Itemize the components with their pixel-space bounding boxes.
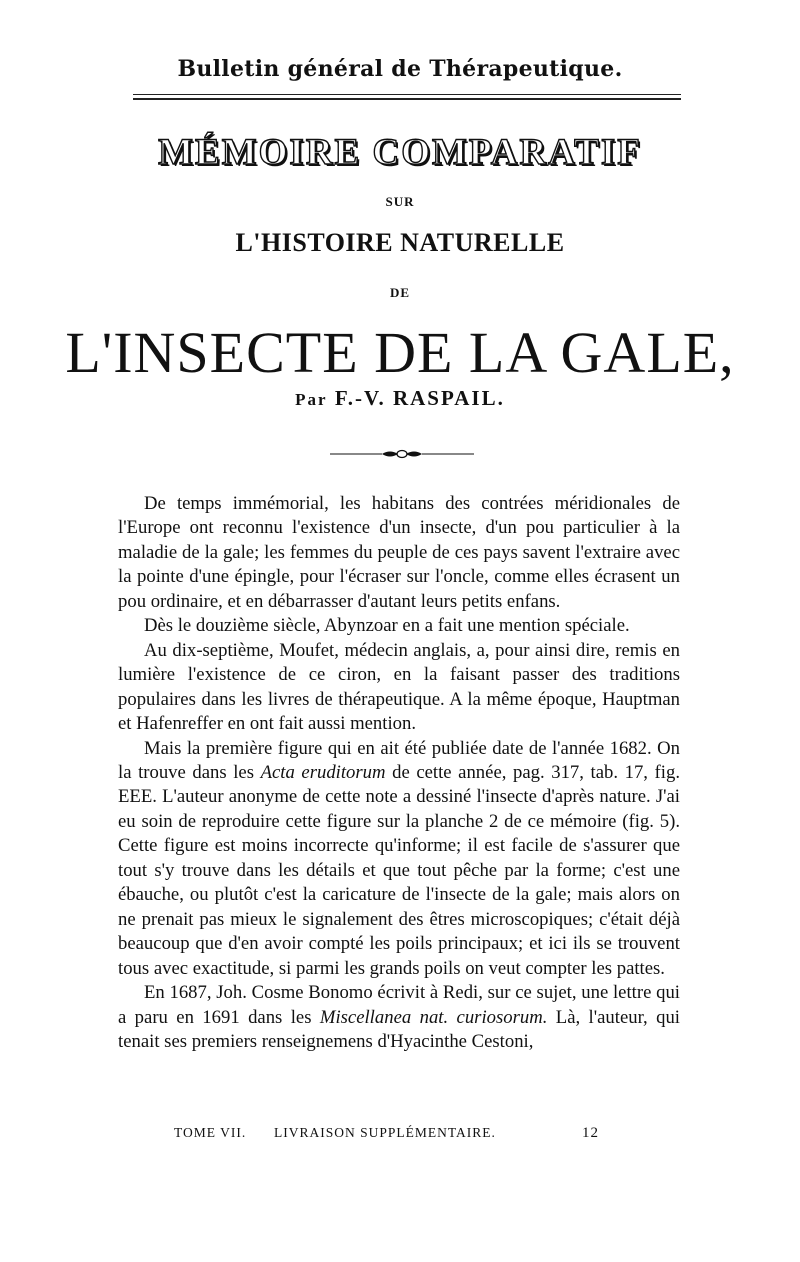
paragraph-4-text-a: Mais la première figure qui en ait été publiée date de l'année 1682. On la trouve dans les — [118, 737, 680, 783]
paragraph-5-text-a: En 1687, Joh. Cosme Bonomo écrivit à Redi, sur ce sujet, une lettre qui a paru en 1691 dans les — [118, 982, 680, 1028]
title-memoire-comparatif: MÉMOIRE COMPARATIF — [158, 132, 642, 173]
title-sur: SUR — [385, 194, 415, 209]
page-number: 12 — [582, 1125, 599, 1141]
author-line — [0, 386, 800, 411]
paragraph-3: Au dix-septième, Moufet, médecin anglais, a, pour ainsi dire, remis en lumière l'existence de ce ciron, en la faisant passer des traditions populaires dans les livres de thérapeutique. A la même époque, Hauptman et Hafenreffer en ont fait aussi mention. — [118, 639, 680, 735]
running-head: Bulletin général de Thérapeutique. — [177, 56, 623, 82]
paragraph-1: De temps immémorial, les habitans des contrées méridionales de l'Europe ont reconnu l'existence d'un insecte, d'un pou particulier à la maladie de la gale; les femmes du peuple de ces pays savent l'extraire avec la pointe d'une épingle, pour l'écraser sur l'oncle, comme elles écrasent un pou ordinaire, et en débarrasser d'autant leurs petits enfans. — [118, 493, 680, 612]
author-name: F.-V. RASPAIL. — [334, 386, 505, 410]
title-insecte-de-la-gale: L'INSECTE DE LA GALE, — [65, 320, 735, 385]
paragraph-5-italic: Miscellanea nat. curiosorum. — [319, 1006, 548, 1028]
author-prefix: Par — [295, 390, 328, 409]
header-rule-thick — [133, 98, 681, 100]
footer-tome: TOME VII. — [174, 1125, 247, 1140]
body-text — [118, 492, 680, 1054]
paragraph-4 — [118, 737, 680, 982]
paragraph-5-text-b: Là, l'auteur, qui tenait ses premiers renseignemens d'Hyacinthe Cestoni, — [118, 1006, 680, 1052]
footer-livraison: LIVRAISON SUPPLÉMENTAIRE. — [274, 1125, 496, 1140]
header-rule-thin — [133, 94, 681, 95]
paragraph-4-italic: Acta eruditorum — [260, 761, 386, 783]
paragraph-2: Dès le douzième siècle, Abynzoar en a fait une mention spéciale. — [144, 615, 630, 637]
paragraph-4-text-b: de cette année, pag. 317, tab. 17, fig. EEE. L'auteur anonyme de cette note a dessiné l'insecte d'après nature. J'ai eu soin de reproduire cette figure sur la planche 2 de ce mémoire (fig. 5). Cette figure est moins incorrecte qu'informe; il est facile de s'assurer que tout s'y trouve dans les détails et que tout pêche par la forme; c'est une ébauche, ou plutôt c'est la caricature de l'insecte de la gale; mais alors on ne prenait pas mieux le signalement des êtres microscopiques; c'était déjà beaucoup que d'en avoir compté les poils principaux; et ici ils se trouvent tous avec exactitude, si parmi les grands poils on veut compter les pattes. — [118, 761, 680, 979]
paragraph-5 — [118, 981, 680, 1054]
title-de: DE — [389, 285, 411, 300]
title-histoire-naturelle: L'HISTOIRE NATURELLE — [235, 228, 565, 257]
ornament-divider-icon — [330, 446, 474, 462]
